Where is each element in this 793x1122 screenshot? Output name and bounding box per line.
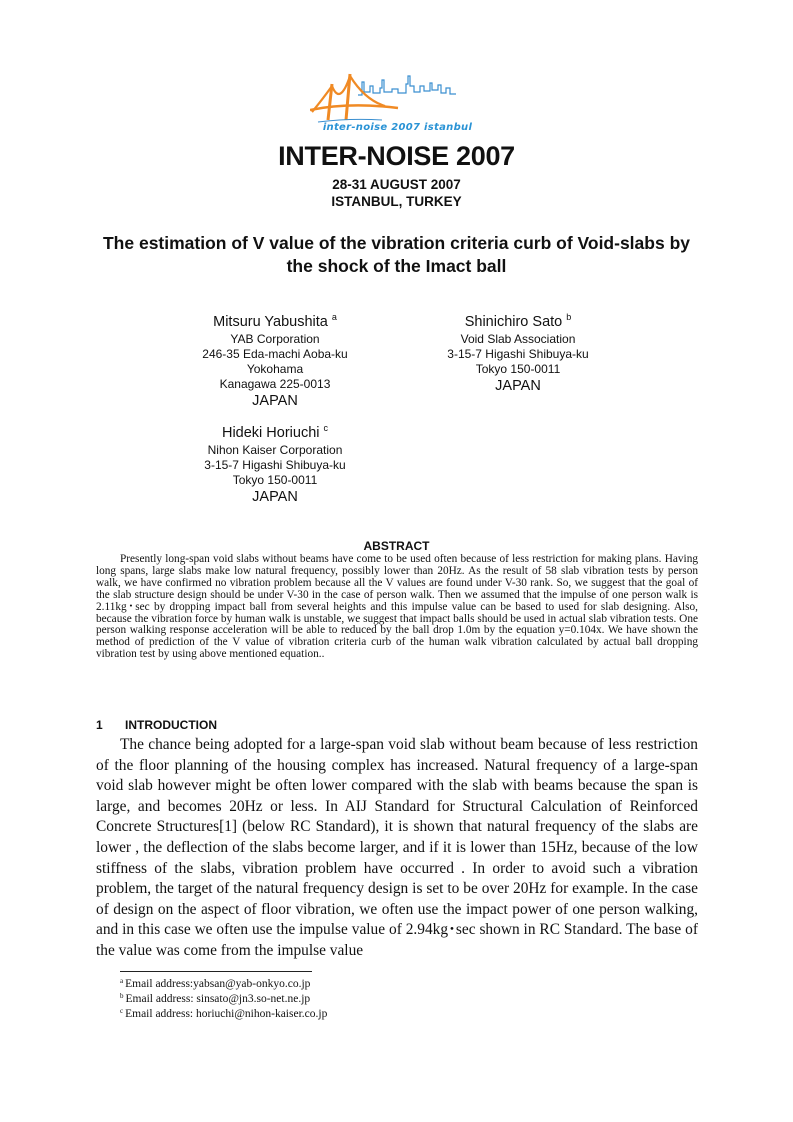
- logo-text: inter-noise 2007 istanbul: [322, 122, 473, 133]
- introduction-text: The chance being adopted for a large-span void slab without beam because of less restriction of the floor planning of the housing complex has increased. Natural frequency of a large-span void slab however might be often lower compared with the slab with beams because the span is large, and becomes 20Hz or less. In AIJ Standard for Structural Calculation of Reinforced Concrete Structures[1] (below RC Standard), it is shown that natural frequency of the slabs are lower , the deflection of the slabs become larger, and if it is lower than 15Hz, because of the low stiffness of the slabs, vibration problem have occurred . In order to avoid such a vibration problem, the target of the natural frequency design is set to be over 20Hz for example. In the case of design on the aspect of floor vibration, we often use the impact power of one person walking, and in this case we often use the impulse value of 2.94kg･sec shown in RC Standard. The base of the value was come from the impulse value: [96, 736, 698, 959]
- section-title: INTRODUCTION: [125, 718, 217, 732]
- author-name: Shinichiro Sato $^b$: [464, 312, 572, 330]
- conference-dates: 28-31 AUGUST 2007: [332, 177, 461, 192]
- author-name: Mitsuru Yabushita $^a$: [213, 312, 337, 330]
- author-name: Hideki Horiuchi $^c$: [221, 423, 329, 441]
- author-block: [165, 424, 385, 507]
- author-block: [165, 313, 385, 411]
- paper-title: The estimation of V value of the vibration criteria curb of Void-slabs by the shock of the Imact ball: [102, 233, 690, 276]
- author-country: JAPAN: [252, 393, 298, 409]
- abstract-heading: ABSTRACT: [363, 539, 430, 553]
- author-country: JAPAN: [495, 378, 541, 394]
- author-affiliation-line: Void Slab Association: [460, 332, 576, 346]
- author-affiliation-line: Nihon Kaiser Corporation: [207, 443, 343, 457]
- skyline-outline: [358, 76, 456, 95]
- author-affiliation-line: 246-35 Eda-machi Aoba-ku: [202, 347, 348, 361]
- author-block: [408, 313, 628, 396]
- author-affiliation-line: Tokyo 150-0011: [475, 362, 561, 376]
- author-country: JAPAN: [252, 489, 298, 505]
- author-affiliation-line: 3-15-7 Higashi Shibuya-ku: [447, 347, 589, 361]
- footnote-item: $^a$ Email address:yabsan@yab-onkyo.co.jp: [120, 977, 311, 990]
- author-affiliation-line: Tokyo 150-0011: [232, 473, 318, 487]
- author-affiliation-line: 3-15-7 Higashi Shibuya-ku: [204, 458, 346, 472]
- section-number: 1: [96, 718, 103, 732]
- footnotes: [120, 977, 327, 1022]
- footnote-item: $^b$ Email address: sinsato@jn3.so-net.ne.jp: [120, 992, 311, 1005]
- footnote-item: $^c$ Email address: horiuchi@nihon-kaiser.co.jp: [120, 1007, 328, 1020]
- abstract-text: Presently long-span void slabs without beams have come to be used often because of less restriction for making plans. Having long spans, large slabs make low natural frequency, possibly lower than 20Hz. As the result of 58 slab vibration tests by person walk, we have confirmed no vibration problem because all the V values are found under V-30 rank. So, we suggest that the goal of the slab structure design should be under V-30 in the case of person walk. Then we assumed that the impulse of one person walk is 2.11kg･sec by dropping impact ball from several heights and this impulse value can be based to used for slab designing. Also, because the vibration force by human walk is unstable, we suggest that impact balls should be used in actual slab vibration tests. One person walking response acceleration will be able to reduced by the ball drop 1.0m by the equation y=0.104x. We have shown the method of prediction of the V value of vibration criteria curb of the human walk vibration calculated by actual ball dropping vibration test by using above mentioned equation..: [96, 553, 698, 661]
- conference-place: ISTANBUL, TURKEY: [331, 194, 462, 209]
- footnote-divider: [120, 971, 312, 972]
- section-heading: [96, 718, 217, 732]
- author-affiliation-line: YAB Corporation: [230, 332, 320, 346]
- author-affiliation-line: Yokohama: [246, 362, 304, 376]
- author-affiliation-line: Kanagawa 225-0013: [219, 377, 331, 391]
- conference-title: INTER-NOISE 2007: [278, 141, 515, 171]
- bridge-deck: [310, 105, 398, 110]
